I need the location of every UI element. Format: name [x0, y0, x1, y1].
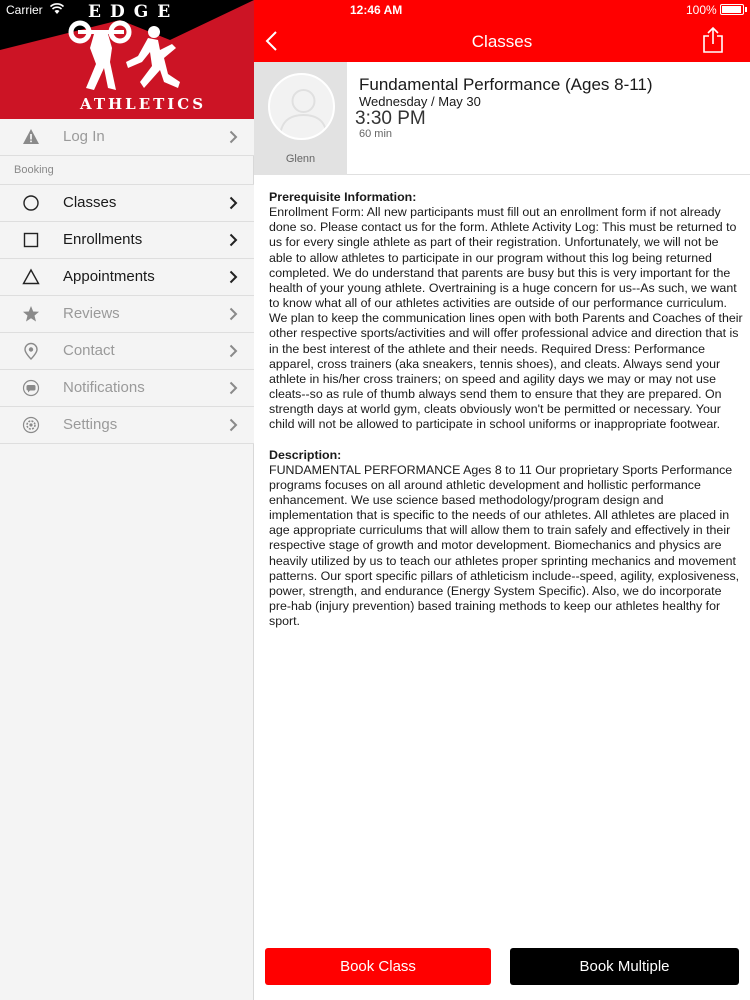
class-title: Fundamental Performance (Ages 8-11) [359, 75, 653, 94]
sidebar-item-contact[interactable] [0, 333, 254, 370]
speech-bubble-icon [22, 379, 40, 397]
section-header-booking [0, 156, 254, 185]
instructor-card[interactable] [254, 62, 347, 175]
sidebar-item-label: Classes [63, 194, 117, 211]
class-details [269, 190, 745, 644]
wifi-icon [50, 3, 64, 15]
sidebar-item-label: Settings [63, 416, 118, 433]
sidebar-item-label: Contact [63, 342, 115, 359]
circle-icon [22, 194, 40, 212]
prerequisite-heading: Prerequisite Information: [269, 190, 417, 204]
navbar [254, 0, 750, 62]
section-header-label: Booking [14, 164, 54, 176]
warning-icon [22, 128, 40, 146]
sidebar-item-label: Enrollments [63, 231, 143, 248]
status-time: 12:46 AM [350, 3, 403, 17]
instructor-name: Glenn [285, 153, 316, 165]
chevron-right-icon [229, 418, 238, 432]
class-time: 3:30 PM [355, 108, 426, 129]
chevron-right-icon [229, 381, 238, 395]
main-panel [254, 0, 750, 1000]
page-title: Classes [471, 32, 533, 51]
class-date: Wednesday / May 30 [359, 94, 481, 109]
sidebar-item-login[interactable] [0, 119, 254, 156]
square-icon [22, 231, 40, 249]
book-class-button[interactable]: Book Class [265, 948, 491, 985]
logo-top-text: EDGE [88, 2, 180, 22]
prerequisite-body: Enrollment Form: All new participants must fill out an enrollment form if not already done so. Please contact us for the form. Athlete Activity Log: This must be returned to us for every single athlete as part of their registration. Unfortunately, we will not be able to allow athletes to participate in our program without this log being returned completed. We do understand that parents are busy but this is very important for the health of your young athlete. Overtraining is a huge concern for us--As such, we want to know what all of our athletes activities are outside of our performance curriculum. We plan to keep the communication lines open with both Parents and Coaches of their other respective sports/activities and will offer professional advice and direction that is in the best interest of the athlete and their needs. Required Dress: Performance apparel, cross trainers (aka sneakers, tennis shoes), and cleats. Always send your athlete in his/her cross trainers; on speed and agility days we may or may not use cleats--so as rule of thumb always send them to ensure that they are prepared. On strength days at world gym, cleats obviously won't be permitted or necessary. Your child will not be allowed to participate in school uniforms or inappropriate footwear. [269, 205, 743, 432]
sidebar-item-enrollments[interactable] [0, 222, 254, 259]
triangle-icon [22, 268, 40, 286]
gear-icon [22, 416, 40, 434]
battery-percentage: 100% [686, 3, 717, 17]
description-body: FUNDAMENTAL PERFORMANCE Ages 8 to 11 Our proprietary Sports Performance programs focuses on all around athletic development and hollistic performance enhancement. We use science based methodology/program design and implementation that is specific to the needs of our athletes. All athletes are placed in age appropriate curriculums that will allow them to train safely and effectively in their respective stage of growth and motor development. Biomechanics and physics are heavily utilized by us to teach our athletes proper sprinting mechanics and movement patterns. Our sport specific pillars of athleticism include--speed, agility, explosiveness, power, strength, and endurance (Energy System Specific). Also, we do incorporate pre-hab (injury prevention) based training methods to keep our athletes healthy for sport. [269, 462, 740, 629]
star-icon [22, 305, 40, 323]
carrier-label: Carrier [6, 3, 43, 17]
sidebar-item-appointments[interactable] [0, 259, 254, 296]
sidebar-item-label: Reviews [63, 305, 120, 322]
sidebar-item-settings[interactable] [0, 407, 254, 444]
map-pin-icon [22, 342, 40, 360]
chevron-right-icon [229, 307, 238, 321]
chevron-right-icon [229, 344, 238, 358]
sidebar-item-label: Appointments [63, 268, 155, 285]
sidebar [0, 0, 254, 1000]
sidebar-menu [0, 119, 254, 444]
avatar [268, 73, 335, 140]
sidebar-item-notifications[interactable] [0, 370, 254, 407]
share-button[interactable] [702, 26, 724, 54]
person-placeholder-icon [270, 75, 335, 140]
class-summary [254, 62, 750, 175]
battery-tip [745, 7, 747, 12]
chevron-right-icon [229, 233, 238, 247]
athletes-logo-icon [68, 18, 188, 96]
class-duration: 60 min [359, 128, 393, 140]
book-multiple-button[interactable]: Book Multiple [510, 948, 739, 985]
logo [0, 0, 254, 119]
chevron-right-icon [229, 196, 238, 210]
sidebar-item-label: Notifications [63, 379, 145, 396]
logo-bottom-text: ATHLETICS [80, 95, 207, 113]
description-section [269, 448, 745, 630]
chevron-right-icon [229, 270, 238, 284]
sidebar-item-classes[interactable] [0, 185, 254, 222]
sidebar-item-reviews[interactable] [0, 296, 254, 333]
description-heading: Description: [269, 447, 342, 462]
battery-icon [720, 4, 744, 15]
sidebar-item-label: Log In [63, 128, 105, 145]
chevron-right-icon [229, 130, 238, 144]
prerequisite-section [269, 190, 745, 433]
